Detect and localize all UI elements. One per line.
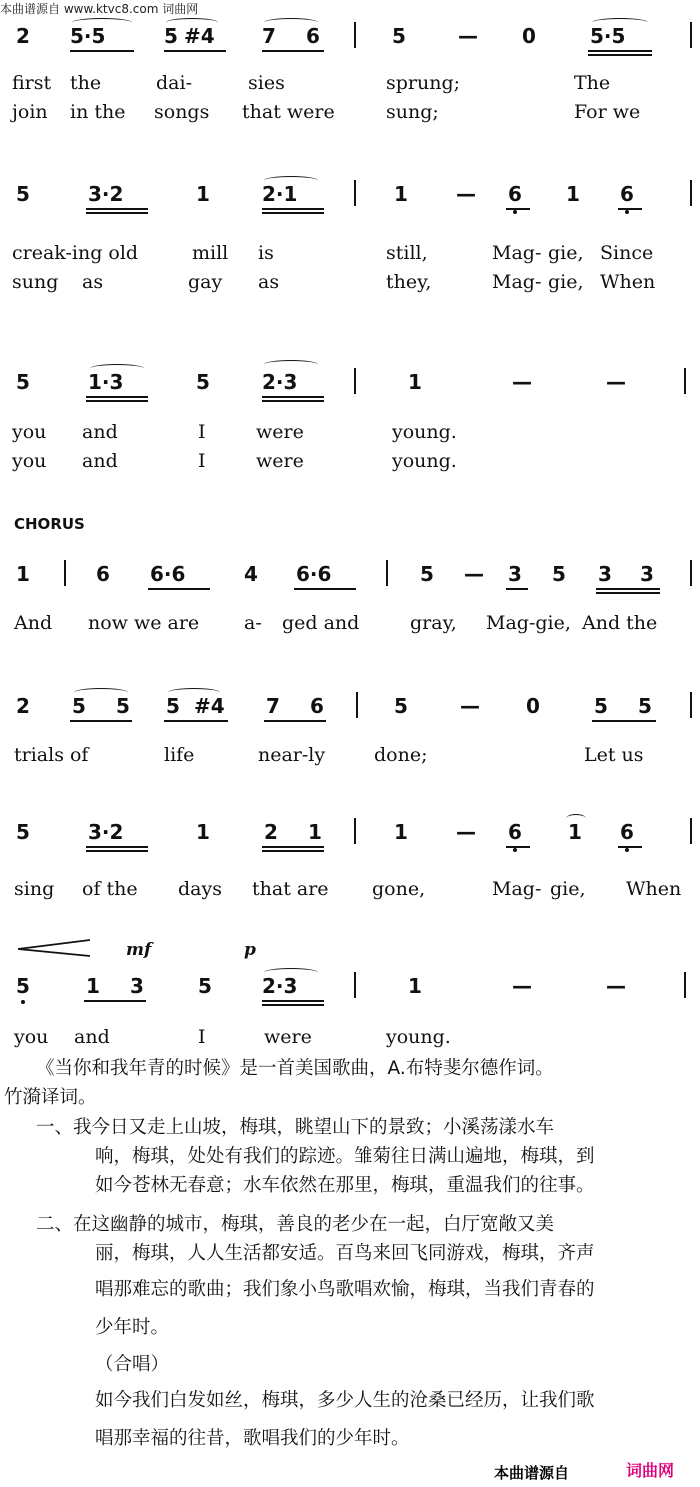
note: 5 (16, 974, 30, 998)
dynamic-mf: mf (126, 940, 152, 960)
note: 5 (116, 694, 130, 718)
note: 3 (640, 562, 654, 586)
watermark-top: 本曲谱源自 www.ktvc8.com 词曲网 (0, 2, 199, 16)
note: — (456, 182, 476, 206)
verse2-line: 唱那难忘的歌曲；我们象小鸟歌唱欢愉，梅琪，当我们青春的 (95, 1279, 595, 1300)
note: 6 (508, 182, 522, 206)
verse2-line: 少年时。 (95, 1317, 170, 1338)
note: 7 (266, 694, 280, 718)
verse2-line: 丽，梅琪，人人生活都安适。百鸟来回飞同游戏，梅琪，齐声 (95, 1243, 595, 1264)
note: #4 (184, 24, 215, 48)
verse2-line: 二、在这幽静的城市，梅琪，善良的老少在一起，白厅宽敞又美 (36, 1214, 555, 1235)
chorus-label: CHORUS (14, 515, 85, 533)
note: 6 (620, 820, 634, 844)
note: #4 (194, 694, 225, 718)
dynamic-p: p (244, 940, 256, 960)
note: 3 (130, 974, 144, 998)
note: 3 (508, 562, 522, 586)
lyrics-line: trials of life near-ly done; Let us (14, 744, 644, 766)
note: — (512, 974, 532, 998)
note: 2 (264, 820, 278, 844)
chorus-cn-line: 唱那幸福的往昔，歌唱我们的少年时。 (95, 1428, 410, 1449)
note: — (456, 820, 476, 844)
watermark-bottom-right: 词曲网 (626, 1461, 675, 1480)
note: 1 (566, 182, 580, 206)
note: 5 (196, 370, 210, 394)
chorus-cn-line: 如今我们白发如丝，梅琪，多少人生的沧桑已经历，让我们歌 (95, 1390, 595, 1411)
lyrics-line: sing of the days that are gone, Mag- gie, When (14, 878, 682, 900)
note: 5 (392, 24, 406, 48)
watermark-bottom-left: 本曲谱源自 (494, 1464, 570, 1482)
note: 2 (16, 24, 30, 48)
note: 1 (196, 182, 210, 206)
note: 5 (72, 694, 86, 718)
note: — (606, 370, 626, 394)
score-system-5 (0, 688, 700, 724)
note: 1 (568, 820, 582, 844)
note: 6 (620, 182, 634, 206)
note: 3·2 (88, 182, 124, 206)
verse1-line: 一、我今日又走上山坡，梅琪，眺望山下的景致；小溪荡漾水车 (36, 1117, 555, 1138)
note: 6 (310, 694, 324, 718)
score-system-1 (0, 18, 700, 54)
note: 3·2 (88, 820, 124, 844)
note: 2·3 (262, 974, 298, 998)
note: — (512, 370, 532, 394)
note: 5 (164, 24, 178, 48)
score-system-7 (0, 968, 700, 1004)
note: — (460, 694, 480, 718)
note: 7 (262, 24, 276, 48)
note: 6 (508, 820, 522, 844)
note: 5 (394, 694, 408, 718)
note: 5 (594, 694, 608, 718)
note: 6·6 (150, 562, 186, 586)
note: 1 (16, 562, 30, 586)
note: 2·3 (262, 370, 298, 394)
note: 5 (638, 694, 652, 718)
note: 5·5 (590, 24, 626, 48)
note: 1 (86, 974, 100, 998)
lyrics-line: And now we are a- ged and gray, Mag-gie, And the (14, 612, 658, 634)
lyrics-line: you and I were young. (14, 1026, 451, 1048)
note: 0 (526, 694, 540, 718)
note: — (458, 24, 478, 48)
note: 1·3 (88, 370, 124, 394)
score-system-2 (0, 176, 700, 212)
note: 3 (598, 562, 612, 586)
lyrics-line: you and I were young. (12, 421, 457, 443)
score-system-3 (0, 364, 700, 400)
chorus-cn-label: （合唱） (95, 1354, 170, 1375)
note: 6·6 (296, 562, 332, 586)
note: 1 (408, 370, 422, 394)
note: 0 (522, 24, 536, 48)
note: 5 (166, 694, 180, 718)
note: — (464, 562, 484, 586)
score-system-4 (0, 556, 700, 592)
note: 4 (244, 562, 258, 586)
verse1-line: 如今苍林无春意；水车依然在那里，梅琪，重温我们的往事。 (95, 1175, 595, 1196)
crescendo-mark (18, 938, 90, 958)
note: 5·5 (70, 24, 106, 48)
score-system-6 (0, 814, 700, 850)
note: 1 (408, 974, 422, 998)
lyrics-line: you and I were young. (12, 450, 457, 472)
intro-text-2: 竹漪译词。 (4, 1087, 97, 1108)
note: 2·1 (262, 182, 298, 206)
note: 5 (16, 182, 30, 206)
note: 6 (96, 562, 110, 586)
note: 1 (394, 182, 408, 206)
note: 5 (420, 562, 434, 586)
note: 5 (16, 820, 30, 844)
verse1-line: 响，梅琪，处处有我们的踪迹。雏菊往日满山遍地，梅琪，到 (95, 1146, 595, 1167)
note: 1 (394, 820, 408, 844)
lyrics-line: first the dai- sies sprung; The (12, 72, 611, 94)
note: 1 (308, 820, 322, 844)
intro-text: 《当你和我年青的时候》是一首美国歌曲，A.布特斐尔德作词。 (36, 1058, 554, 1079)
note: 1 (196, 820, 210, 844)
note: 6 (306, 24, 320, 48)
note: 5 (16, 370, 30, 394)
lyrics-line: join in the songs that were sung; For we (12, 101, 641, 123)
note: 5 (198, 974, 212, 998)
lyrics-line: creak-ing old mill is still, Mag- gie, Since (12, 242, 654, 264)
note: 2 (16, 694, 30, 718)
note: 5 (552, 562, 566, 586)
lyrics-line: sung as gay as they, Mag- gie, When (12, 271, 656, 293)
note: — (606, 974, 626, 998)
